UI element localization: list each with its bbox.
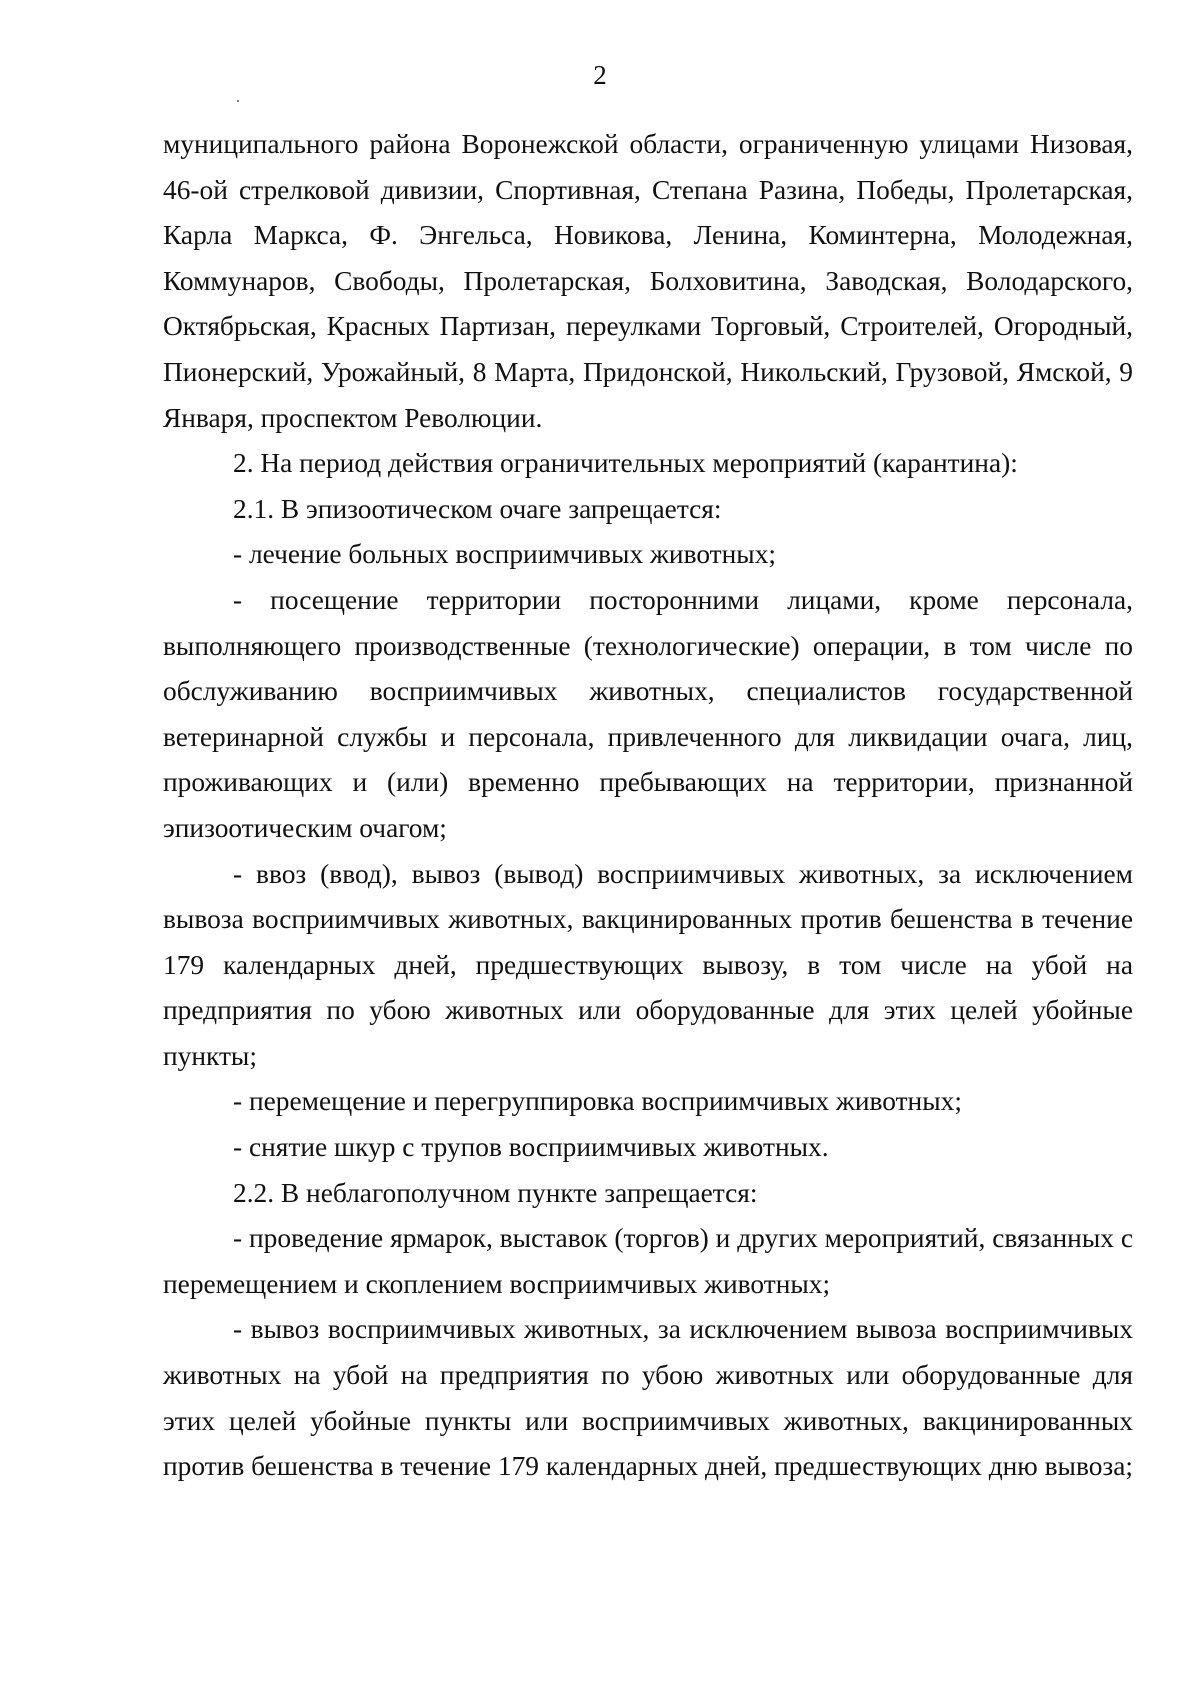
list-item-regrouping-ban: - перемещение и перегруппировка восприимчивых животных; — [233, 1086, 962, 1117]
list-item-import-export-ban: - ввоз (ввод), вывоз (вывод) восприимчивых животных, за исключением вывоза восприимчивых животных, вакцинированных против бешенства в течение 179 календарных дней, предшествующих вывозу, в том числе на убой на предприятия по убою животных или оборудованные для этих целей убойные пункты; — [163, 858, 1133, 1071]
list-item-visit-ban: - посещение территории посторонними лицами, кроме персонала, выполняющего производственные (технологические) операции, в том числе по обслуживанию восприимчивых животных, специалистов государственной ветеринарной службы и персонала, привлеченного для ликвидации очага, лиц, проживающих и (или) временно пребывающих на территории, признанной эпизоотическим очагом; — [163, 584, 1133, 843]
list-item-treatment-ban: - лечение больных восприимчивых животных; — [233, 539, 776, 570]
page-number: 2 — [593, 60, 607, 90]
document-body — [163, 122, 1133, 1490]
paragraph-section-2-1: 2.1. В эпизоотическом очаге запрещается: — [233, 493, 722, 524]
list-item-skinning-ban: - снятие шкур с трупов восприимчивых животных. — [233, 1132, 829, 1163]
list-item-removal-ban: - вывоз восприимчивых животных, за исключением вывоза восприимчивых животных на убой на предприятия по убою животных или оборудованные для этих целей убойные пункты или восприимчивых животных, вакцинированных против бешенства в течение 179 календарных дней, предшествующих дню вывоза; — [163, 1314, 1133, 1482]
paragraph-territory-boundaries: муниципального района Воронежской области, ограниченную улицами Низовая, 46-ой стрелковой дивизии, Спортивная, Степана Разина, Победы, Пролетарская, Карла Маркса, Ф. Энгельса, Новикова, Ленина, Коминтерна, Молодежная, Коммунаров, Свободы, Пролетарская, Болховитина, Заводская, Володарского, Октябрьская, Красных Партизан, переулками Торговый, Строителей, Огородный, Пионерский, Урожайный, 8 Марта, Придонской, Никольский, Грузовой, Ямской, 9 Января, проспектом Революции. — [163, 129, 1133, 433]
list-item-fairs-ban: - проведение ярмарок, выставок (торгов) и других мероприятий, связанных с перемещением и скоплением восприимчивых животных; — [163, 1223, 1133, 1299]
paragraph-section-2: 2. На период действия ограничительных мероприятий (карантина): — [233, 448, 1018, 479]
paragraph-section-2-2: 2.2. В неблагополучном пункте запрещается: — [233, 1177, 758, 1208]
scan-speck — [237, 100, 239, 102]
